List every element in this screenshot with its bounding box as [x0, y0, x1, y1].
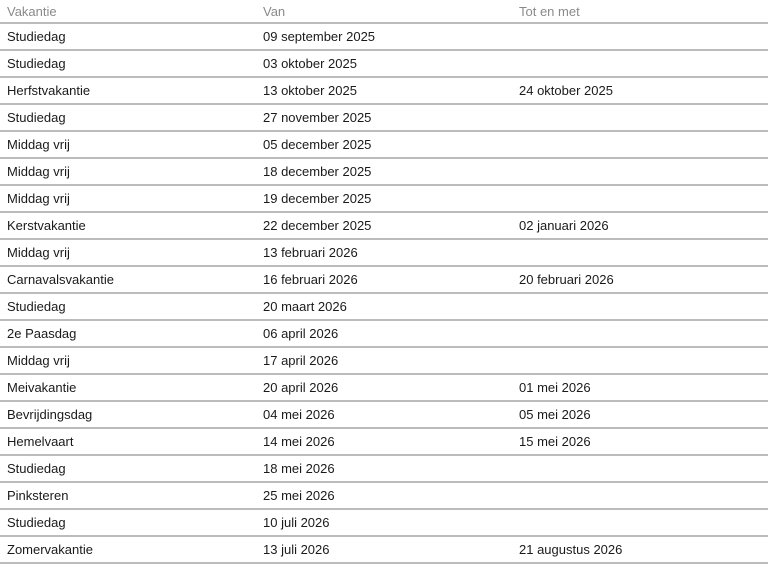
cell-tot-en-met: 05 mei 2026 [512, 401, 768, 428]
cell-van: 20 maart 2026 [256, 293, 512, 320]
cell-tot-en-met: 15 mei 2026 [512, 428, 768, 455]
table-row [0, 320, 768, 347]
cell-vakantie: Pinksteren [0, 482, 256, 509]
cell-van: 05 december 2025 [256, 131, 512, 158]
header-row [0, 0, 768, 23]
table-row [0, 293, 768, 320]
cell-van: 22 december 2025 [256, 212, 512, 239]
table-header [0, 0, 768, 23]
table-row [0, 266, 768, 293]
cell-van: 18 mei 2026 [256, 455, 512, 482]
cell-tot-en-met: 20 februari 2026 [512, 266, 768, 293]
cell-vakantie: Bevrijdingsdag [0, 401, 256, 428]
cell-tot-en-met [512, 104, 768, 131]
table-row [0, 185, 768, 212]
cell-vakantie: Studiedag [0, 293, 256, 320]
cell-tot-en-met [512, 293, 768, 320]
cell-van: 13 juli 2026 [256, 536, 512, 563]
cell-vakantie: Middag vrij [0, 239, 256, 266]
cell-vakantie: Kerstvakantie [0, 212, 256, 239]
table-body [0, 23, 768, 563]
table-row [0, 482, 768, 509]
table-row [0, 104, 768, 131]
cell-vakantie: Hemelvaart [0, 428, 256, 455]
cell-tot-en-met [512, 455, 768, 482]
cell-van: 10 juli 2026 [256, 509, 512, 536]
cell-tot-en-met: 21 augustus 2026 [512, 536, 768, 563]
table-row [0, 23, 768, 50]
cell-van: 14 mei 2026 [256, 428, 512, 455]
table-row [0, 131, 768, 158]
cell-van: 16 februari 2026 [256, 266, 512, 293]
table-row [0, 374, 768, 401]
table-row [0, 401, 768, 428]
table-row [0, 428, 768, 455]
table-row [0, 455, 768, 482]
cell-van: 20 april 2026 [256, 374, 512, 401]
cell-vakantie: Middag vrij [0, 347, 256, 374]
cell-van: 25 mei 2026 [256, 482, 512, 509]
cell-tot-en-met: 02 januari 2026 [512, 212, 768, 239]
cell-tot-en-met [512, 50, 768, 77]
cell-van: 19 december 2025 [256, 185, 512, 212]
cell-vakantie: Middag vrij [0, 158, 256, 185]
cell-vakantie: Middag vrij [0, 131, 256, 158]
cell-tot-en-met [512, 239, 768, 266]
cell-tot-en-met [512, 23, 768, 50]
cell-tot-en-met [512, 347, 768, 374]
table-row [0, 536, 768, 563]
cell-vakantie: Meivakantie [0, 374, 256, 401]
column-header-tot-en-met: Tot en met [512, 0, 768, 23]
cell-tot-en-met [512, 185, 768, 212]
cell-van: 13 februari 2026 [256, 239, 512, 266]
table-row [0, 158, 768, 185]
cell-vakantie: Studiedag [0, 23, 256, 50]
cell-van: 03 oktober 2025 [256, 50, 512, 77]
table-row [0, 212, 768, 239]
table-row [0, 50, 768, 77]
cell-vakantie: Zomervakantie [0, 536, 256, 563]
cell-vakantie: Studiedag [0, 104, 256, 131]
table-row [0, 77, 768, 104]
cell-van: 13 oktober 2025 [256, 77, 512, 104]
cell-van: 27 november 2025 [256, 104, 512, 131]
cell-van: 06 april 2026 [256, 320, 512, 347]
cell-vakantie: Middag vrij [0, 185, 256, 212]
cell-vakantie: Herfstvakantie [0, 77, 256, 104]
cell-tot-en-met [512, 509, 768, 536]
cell-tot-en-met [512, 482, 768, 509]
cell-vakantie: Carnavalsvakantie [0, 266, 256, 293]
cell-tot-en-met: 24 oktober 2025 [512, 77, 768, 104]
cell-tot-en-met: 01 mei 2026 [512, 374, 768, 401]
cell-van: 09 september 2025 [256, 23, 512, 50]
cell-van: 18 december 2025 [256, 158, 512, 185]
cell-van: 17 april 2026 [256, 347, 512, 374]
cell-vakantie: Studiedag [0, 455, 256, 482]
column-header-vakantie: Vakantie [0, 0, 256, 23]
cell-tot-en-met [512, 320, 768, 347]
cell-vakantie: Studiedag [0, 50, 256, 77]
column-header-van: Van [256, 0, 512, 23]
cell-vakantie: Studiedag [0, 509, 256, 536]
table-row [0, 239, 768, 266]
cell-tot-en-met [512, 131, 768, 158]
table-row [0, 347, 768, 374]
table-row [0, 509, 768, 536]
cell-van: 04 mei 2026 [256, 401, 512, 428]
cell-vakantie: 2e Paasdag [0, 320, 256, 347]
cell-tot-en-met [512, 158, 768, 185]
